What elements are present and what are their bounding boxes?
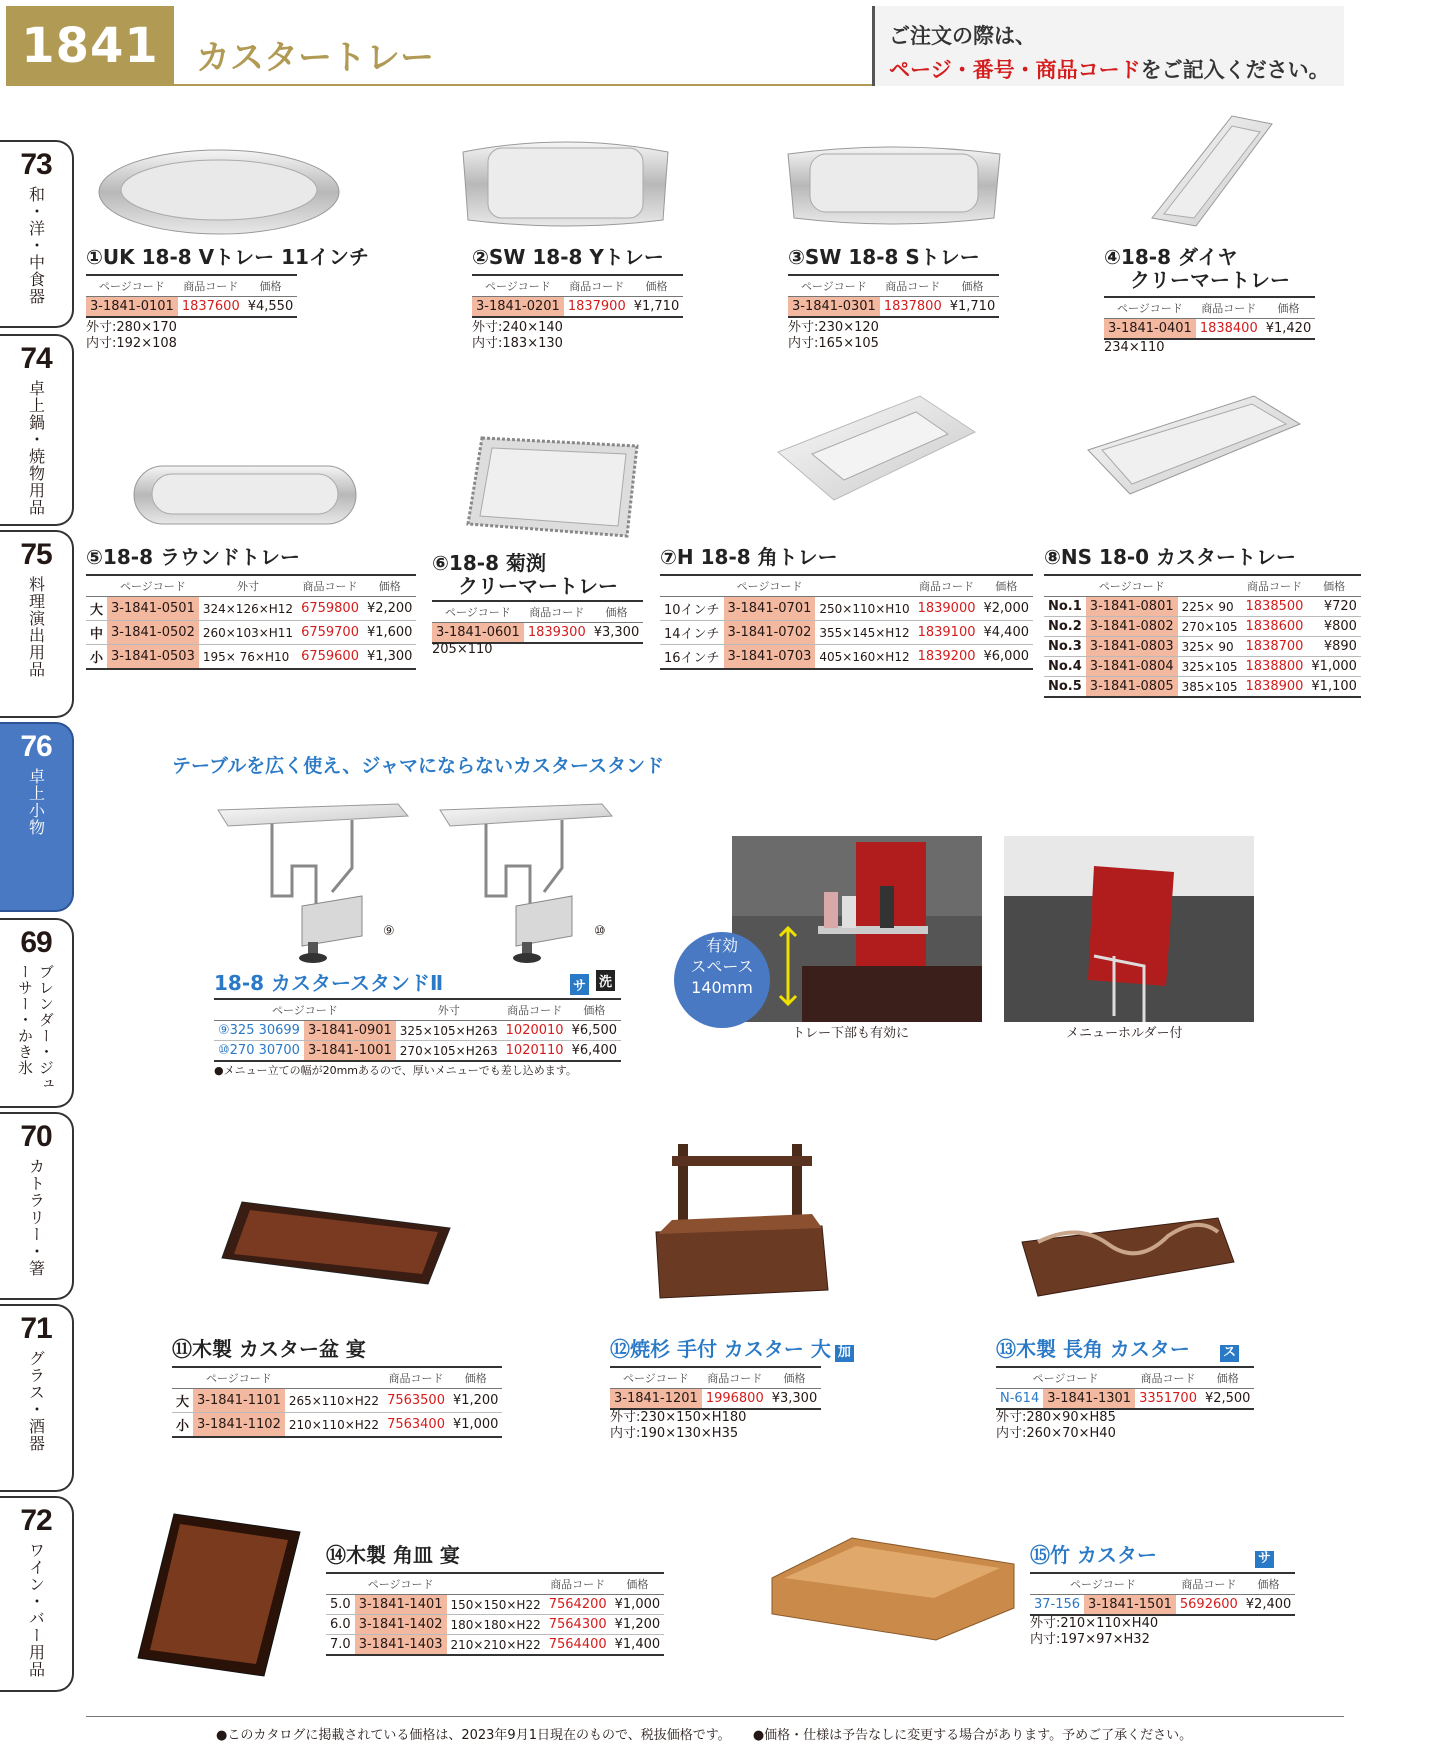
table-row: No.1 3-1841-0801 225× 90 1838500 ¥720 <box>1044 597 1361 617</box>
product-1-notes: 外寸:280×170 内寸:192×108 <box>86 320 177 351</box>
caster-stand-9-photo <box>212 796 412 966</box>
product-7-table: ページコード 商品コード 価格 10インチ 3-1841-0701 250×110×H10 1839000 ¥2,000 14インチ 3-1841-0702 355×145×H12 1839100 ¥4,400 16インチ 3-1841-0703 405×160×H12 1839200 ¥6,000 <box>660 574 1033 670</box>
table-row: 5.0 3-1841-1401 150×150×H22 7564200 ¥1,000 <box>326 1595 664 1615</box>
table-row: 3-1841-0601 1839300 ¥3,300 <box>432 623 643 644</box>
tab-label: 卓上小物 <box>26 768 46 836</box>
usage-caption-1: トレー下部も有効に <box>792 1026 910 1041</box>
table-row: 16インチ 3-1841-0703 405×160×H12 1839200 ¥6,000 <box>660 645 1033 670</box>
table-row: ⑩270 30700 3-1841-1001 270×105×H263 1020110 ¥6,400 <box>214 1041 621 1062</box>
product-3-notes: 外寸:230×120 内寸:165×105 <box>788 320 879 351</box>
table-row: 10インチ 3-1841-0701 250×110×H10 1839000 ¥2,000 <box>660 597 1033 621</box>
notice-red-text: ページ・番号・商品コード <box>889 58 1141 82</box>
footer-notes <box>216 1724 1192 1743</box>
processing-badge-icon: 加 <box>835 1345 854 1362</box>
table-row: No.3 3-1841-0803 325× 90 1838700 ¥890 <box>1044 637 1361 657</box>
product-5-title: ⑤18-8 ラウンドトレー <box>86 545 300 569</box>
dishwasher-badge-icon: 洗 <box>596 970 615 991</box>
product-1-table <box>86 274 297 318</box>
stand-table: ページコード 外寸 商品コード 価格 ⑨325 30699 3-1841-0901 325×105×H263 1020010 ¥6,500 ⑩270 30700 3-1841-1001 270×105×H263 1020110 ¥6,400 <box>214 998 621 1062</box>
h-square-tray-photo <box>770 392 980 512</box>
product-15-title: ⑮竹 カスター サ <box>1030 1544 1274 1568</box>
product-8-table: ページコード 商品コード 価格 No.1 3-1841-0801 225× 90 1838500 ¥720 No.2 3-1841-0802 270×105 1838600 ¥800 No.3 3-1841-0803 325× 90 1838700 ¥890 No.4 3-1841-0804 325×105 1838800 ¥1,000 No.5 3-1841-0805 385×105 1838900 ¥1,100 <box>1044 574 1361 698</box>
product-11-title: ⑪木製 カスター盆 宴 <box>172 1337 366 1361</box>
tab-number: 71 <box>20 1312 52 1345</box>
side-tab-72[interactable] <box>0 1496 74 1692</box>
stand-headline: テーブルを広く使え、ジャマにならないカスタースタンド <box>172 755 665 777</box>
table-row: 37-156 3-1841-1501 5692600 ¥2,400 <box>1030 1595 1295 1616</box>
page-number: 1841 <box>6 6 174 85</box>
bamboo-caster-photo <box>768 1534 1018 1644</box>
product-5-table: ページコード 外寸 商品コード 価格 大 3-1841-0501 324×126×H12 6759800 ¥2,200 中 3-1841-0502 260×103×H11 6759700 ¥1,600 小 3-1841-0503 195× 76×H10 6759600 ¥1,300 <box>86 574 416 670</box>
tab-label: 和・洋・中食器 <box>26 186 46 305</box>
page-title: カスタートレー <box>196 38 434 78</box>
table-row: ⑨325 30699 3-1841-0901 325×105×H263 1020010 ¥6,500 <box>214 1021 621 1041</box>
sw-y-tray-photo <box>458 132 673 237</box>
service-badge-icon: サ <box>1255 1551 1274 1568</box>
product-15-notes: 外寸:210×110×H40 内寸:197×97×H32 <box>1030 1616 1159 1647</box>
round-tray-photo <box>130 460 360 530</box>
tab-label: グラス・酒器 <box>26 1350 46 1452</box>
table-row: 6.0 3-1841-1402 180×180×H22 7564300 ¥1,200 <box>326 1615 664 1635</box>
stand-title: 18-8 カスタースタンドⅡ <box>214 971 444 995</box>
stand-note: ●メニュー立ての幅が20mmあるので、厚いメニューでも差し込めます。 <box>214 1064 577 1077</box>
product-4-table: ページコード 商品コード 価格 3-1841-0401 1838400 ¥1,420 <box>1104 296 1315 340</box>
product-6-title: ⑥18-8 菊渕 クリーマートレー <box>432 551 618 598</box>
product-6-notes: 205×110 <box>432 642 493 657</box>
product-1-title: ①UK 18-8 Vトレー 11インチ <box>86 245 369 269</box>
table-row: 大 3-1841-0501 324×126×H12 6759800 ¥2,200 <box>86 597 416 621</box>
table-row: 3-1841-0201 1837900 ¥1,710 <box>472 297 683 318</box>
tab-label: カトラリー・箸 <box>26 1158 46 1277</box>
side-tab-76-active[interactable] <box>0 722 74 912</box>
side-tab-69[interactable] <box>0 918 74 1108</box>
side-tab-70[interactable] <box>0 1112 74 1300</box>
stock-badge-icon: ス <box>1220 1345 1239 1362</box>
table-row: 中 3-1841-0502 260×103×H11 6759700 ¥1,600 <box>86 621 416 645</box>
tab-number: 73 <box>20 148 52 181</box>
product-11-table: ページコード 商品コード 価格 大 3-1841-1101 265×110×H22 7563500 ¥1,200 小 3-1841-1102 210×110×H22 7563400 ¥1,000 <box>172 1366 502 1438</box>
diamond-creamer-tray-photo <box>1140 110 1280 230</box>
tab-number: 74 <box>20 342 52 375</box>
tab-number: 69 <box>20 926 52 959</box>
table-row: 小 3-1841-1102 210×110×H22 7563400 ¥1,000 <box>172 1413 502 1438</box>
table-row: 3-1841-0101 1837600 ¥4,550 <box>86 297 297 318</box>
service-badge-icon: サ <box>570 974 589 995</box>
product-13-title: ⑬木製 長角 カスター ス <box>996 1338 1239 1362</box>
product-2-title: ②SW 18-8 Yトレー <box>472 245 664 269</box>
yakisugi-caster-photo <box>652 1142 832 1302</box>
usage-photo-menu-holder <box>1004 836 1254 1022</box>
kikubuchi-creamer-tray-photo <box>462 428 642 548</box>
table-row: 大 3-1841-1101 265×110×H22 7563500 ¥1,200 <box>172 1389 502 1413</box>
product-14-table: ページコード 商品コード 価格 5.0 3-1841-1401 150×150×H22 7564200 ¥1,000 6.0 3-1841-1402 180×180×H22 7564300 ¥1,200 7.0 3-1841-1403 210×210×H22 7564400 ¥1,400 <box>326 1572 664 1656</box>
notice-rest-text: をご記入ください。 <box>1140 58 1330 82</box>
order-notice <box>872 6 1344 86</box>
sw-s-tray-photo <box>784 140 1004 230</box>
product-3-table: ページコード 商品コード 価格 3-1841-0301 1837800 ¥1,710 <box>788 274 999 318</box>
table-row: No.5 3-1841-0805 385×105 1838900 ¥1,100 <box>1044 677 1361 698</box>
notice-line1: ご注文の際は、 <box>889 24 1036 48</box>
col-page-code: ページコード <box>86 275 178 297</box>
col-price: 価格 <box>244 275 298 297</box>
usage-caption-2: メニューホルダー付 <box>1066 1026 1183 1041</box>
tab-label: 料理演出用品 <box>26 576 46 678</box>
space-badge-text: 有効 スペース 140mm <box>690 936 754 997</box>
table-row: 3-1841-1201 1996800 ¥3,300 <box>610 1389 821 1410</box>
uk-v-tray-photo <box>94 140 344 240</box>
table-row: 7.0 3-1841-1403 210×210×H22 7564400 ¥1,400 <box>326 1635 664 1656</box>
wooden-long-caster-photo <box>1018 1212 1238 1302</box>
stand-label-10: ⑩ <box>594 924 606 939</box>
side-tab-71[interactable] <box>0 1304 74 1492</box>
side-tab-75[interactable] <box>0 530 74 718</box>
col-product-code: 商品コード <box>178 275 244 297</box>
product-14-title: ⑭木製 角皿 宴 <box>326 1543 460 1567</box>
product-7-title: ⑦H 18-8 角トレー <box>660 545 838 569</box>
table-row: No.4 3-1841-0804 325×105 1838800 ¥1,000 <box>1044 657 1361 677</box>
tab-number: 72 <box>20 1504 52 1537</box>
footer-right: ●価格・仕様は予告なしに変更する場合があります。予めご了承ください。 <box>752 1728 1193 1743</box>
product-8-title: ⑧NS 18-0 カスタートレー <box>1044 545 1297 569</box>
space-arrow-icon <box>776 926 800 1006</box>
product-6-table: ページコード 商品コード 価格 3-1841-0601 1839300 ¥3,300 <box>432 600 643 644</box>
side-tab-73[interactable] <box>0 140 74 328</box>
tab-label: ワイン・バー用品 <box>26 1542 46 1678</box>
table-row: No.2 3-1841-0802 270×105 1838600 ¥800 <box>1044 617 1361 637</box>
product-2-notes: 外寸:240×140 内寸:183×130 <box>472 320 563 351</box>
caster-stand-10-photo <box>436 796 616 966</box>
stand-label-9: ⑨ <box>383 924 395 939</box>
product-2-table: ページコード 商品コード 価格 3-1841-0201 1837900 ¥1,710 <box>472 274 683 318</box>
product-12-title: ⑫焼杉 手付 カスター 大 加 <box>610 1338 854 1362</box>
table-row: 3-1841-0401 1838400 ¥1,420 <box>1104 319 1315 340</box>
notice-line2 <box>889 54 1344 84</box>
wooden-square-plate-photo <box>134 1510 304 1680</box>
side-tab-74[interactable] <box>0 334 74 526</box>
product-12-table: ページコード 商品コード 価格 3-1841-1201 1996800 ¥3,300 <box>610 1366 821 1410</box>
tab-number: 70 <box>20 1120 52 1153</box>
table-row: 3-1841-0301 1837800 ¥1,710 <box>788 297 999 318</box>
tab-label: ブレンダー・ジューサー・かき氷 <box>16 964 55 1092</box>
tab-number: 75 <box>20 538 52 571</box>
wooden-caster-tray-photo <box>218 1198 458 1288</box>
tab-label: 卓上鍋・焼物用品 <box>26 380 46 516</box>
footer-rule <box>86 1716 1344 1717</box>
table-row: 小 3-1841-0503 195× 76×H10 6759600 ¥1,300 <box>86 645 416 670</box>
table-row: N-614 3-1841-1301 3351700 ¥2,500 <box>996 1389 1254 1410</box>
ns-caster-tray-photo <box>1084 394 1304 504</box>
product-13-table: ページコード 商品コード 価格 N-614 3-1841-1301 3351700 ¥2,500 <box>996 1366 1254 1410</box>
product-4-notes: 234×110 <box>1104 340 1165 355</box>
footer-left: ●このカタログに掲載されている価格は、2023年9月1日現在のもので、税抜価格です。 <box>216 1728 731 1743</box>
product-15-table: ページコード 商品コード 価格 37-156 3-1841-1501 5692600 ¥2,400 <box>1030 1572 1295 1616</box>
table-row: 14インチ 3-1841-0702 355×145×H12 1839100 ¥4,400 <box>660 621 1033 645</box>
product-4-title: ④18-8 ダイヤ クリーマートレー <box>1104 245 1290 292</box>
product-3-title: ③SW 18-8 Sトレー <box>788 245 980 269</box>
product-13-notes: 外寸:280×90×H85 内寸:260×70×H40 <box>996 1410 1116 1441</box>
tab-number: 76 <box>20 730 52 763</box>
product-12-notes: 外寸:230×150×H180 内寸:190×130×H35 <box>610 1410 747 1441</box>
